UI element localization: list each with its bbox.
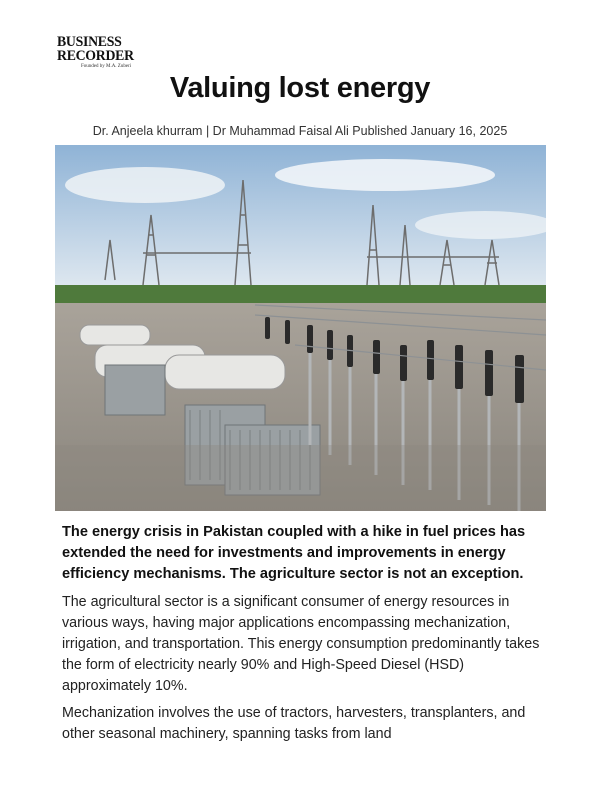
logo-line-2: RECORDER bbox=[57, 48, 134, 64]
article-lead: The energy crisis in Pakistan coupled with a hike in fuel prices has extended the need for investments and improvements in energy efficiency mechanisms. The agriculture sector is not an exception. bbox=[62, 524, 526, 582]
article-paragraph-1: The agricultural sector is a significant consumer of energy resources in various ways, having major applications encompassing mechanization, irrigation, and transportation. This energy consumption predominantly takes the form of electricity nearly 90% and High-Speed Diesel (HSD) approximately 10%. bbox=[62, 594, 540, 694]
article-paragraph-2: Mechanization involves the use of tractors, harvesters, transplanters, and other seasonal machinery, spanning tasks from land bbox=[62, 705, 526, 742]
substation-illustration bbox=[55, 145, 546, 511]
article-byline: Dr. Anjeela khurram | Dr Muhammad Faisal Ali Published January 16, 2025 bbox=[92, 124, 508, 138]
logo-line-1: BUSINESS bbox=[57, 34, 122, 50]
substation-photo bbox=[55, 145, 546, 511]
logo-tagline: Founded by M.A. Zuberi bbox=[81, 64, 132, 69]
publication-logo[interactable] bbox=[57, 35, 167, 70]
article-title: Valuing lost energy bbox=[169, 72, 431, 104]
